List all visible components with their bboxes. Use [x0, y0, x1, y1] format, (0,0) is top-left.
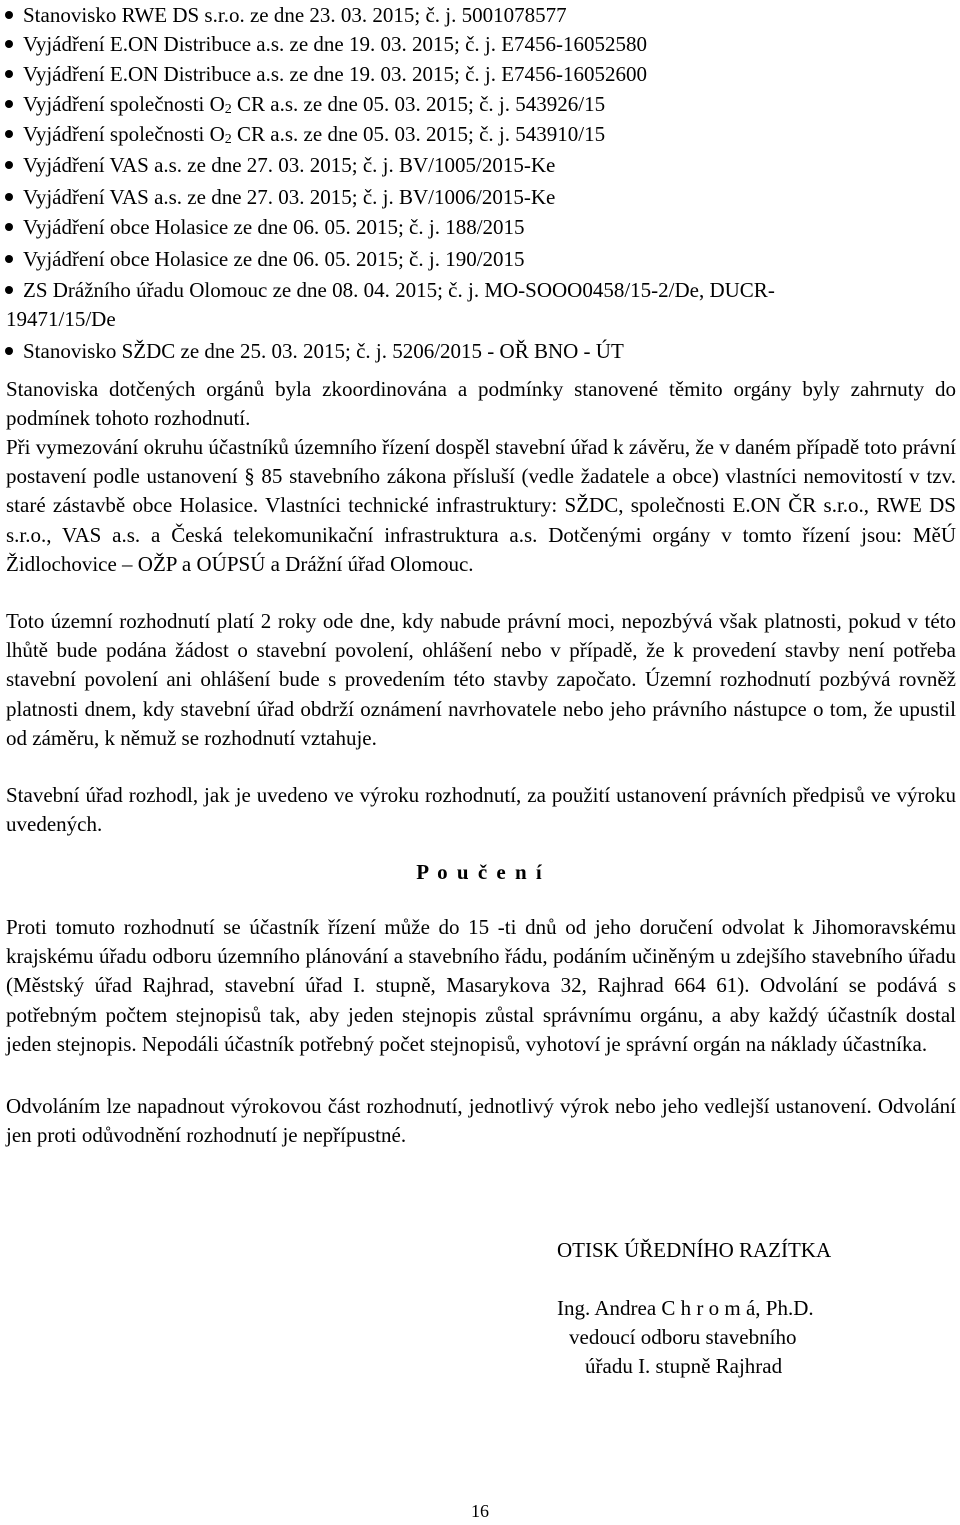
list-item [0, 59, 960, 89]
list-item-text: Stanovisko SŽDC ze dne 25. 03. 2015; č. j. 5206/2015 - OŘ BNO - ÚT [23, 339, 624, 363]
bullet-icon [5, 286, 13, 294]
list-item-text: Vyjádření VAS a.s. ze dne 27. 03. 2015; č. j. BV/1006/2015-Ke [23, 185, 556, 209]
bullet-icon [5, 40, 13, 48]
list-item-text: Vyjádření E.ON Distribuce a.s. ze dne 19. 03. 2015; č. j. E7456-16052600 [23, 62, 648, 86]
paragraph-legal-basis: Stavební úřad rozhodl, jak je uvedeno ve výroku rozhodnutí, za použití ustanovení právních předpisů ve výroku uvedených. [6, 783, 956, 837]
paragraph-appeal-scope: Odvoláním lze napadnout výrokovou část rozhodnutí, jednotlivý výrok nebo jeho vedlejší ustanovení. Odvolání jen proti odůvodnění rozhodnutí je nepřípustné. [6, 1094, 956, 1148]
bullet-icon [5, 130, 13, 138]
list-item-continuation: 19471/15/De [6, 307, 116, 331]
bullet-icon [5, 255, 13, 263]
list-item-text: Vyjádření společnosti $O_2$ CR a.s. ze dne 05. 03. 2015; č. j. 543926/15 [23, 92, 606, 117]
bullet-icon [5, 11, 13, 19]
bullet-icon [5, 100, 13, 108]
signatory-role-line1: vedoucí odboru stavebního [569, 1325, 797, 1349]
signatory-role-line2: úřadu I. stupně Rajhrad [585, 1354, 783, 1378]
list-item-text: Vyjádření VAS a.s. ze dne 27. 03. 2015; č. j. BV/1005/2015-Ke [23, 153, 556, 177]
list-item [0, 0, 960, 30]
list-item [0, 29, 960, 59]
page-number: 16 [471, 1501, 489, 1521]
list-item-text: Stanovisko RWE DS s.r.o. ze dne 23. 03. 2015; č. j. 5001078577 [23, 3, 567, 27]
list-item [0, 212, 960, 242]
signatory-name: Ing. Andrea C h r o m á, Ph.D. [557, 1296, 814, 1320]
list-item [0, 336, 960, 366]
bullet-icon [5, 193, 13, 201]
bullet-icon [5, 347, 13, 355]
list-item-text: Vyjádření obce Holasice ze dne 06. 05. 2015; č. j. 190/2015 [23, 247, 525, 271]
paragraph-participants: Při vymezování okruhu účastníků územního řízení dospěl stavební úřad k závěru, že v daném případě toto právní postavení podle ustanovení § 85 stavebního zákona přísluší (vedle žadatele a obce) vlastníci nemovitostí v tzv. staré zástavbě obce Holasice. Vlastníci technické infrastruktury: SŽDC, společnosti E.ON ČR s.r.o., RWE DS s.r.o., VAS a.s. a Česká telekomunikační infrastruktura a.s. Dotčenými orgány v tomto řízení jsou: MěÚ Židlochovice – OŽP a OÚPSÚ a Drážní úřad Olomouc. [6, 435, 956, 576]
list-item-text: Vyjádření E.ON Distribuce a.s. ze dne 19. 03. 2015; č. j. E7456-16052580 [23, 32, 648, 56]
list-item-text: Vyjádření společnosti $O_2$ CR a.s. ze dne 05. 03. 2015; č. j. 543910/15 [23, 122, 606, 147]
bullet-icon [5, 161, 13, 169]
list-item [0, 119, 960, 149]
paragraph-appeal: Proti tomuto rozhodnutí se účastník řízení může do 15 -ti dnů od jeho doručení odvolat k Jihomoravskému krajskému úřadu odboru územního plánování a stavebního řádu, podáním učiněným u zdejšího stavebního úřadu (Městský úřad Rajhrad, stavební úřad I. stupně, Masarykova 32, Rajhrad 664 61). Odvolání se podává s potřebným počtem stejnopisů tak, aby jeden stejnopis zůstal správnímu orgánu, a aby každý účastník dostal jeden stejnopis. Nepodáli účastník potřebný počet stejnopisů, vyhotoví je správní orgán na náklady účastníka. [6, 915, 956, 1056]
list-item [0, 89, 960, 119]
bullet-icon [5, 223, 13, 231]
paragraph-validity: Toto územní rozhodnutí platí 2 roky ode dne, kdy nabude právní moci, nepozbývá však platnosti, pokud v této lhůtě bude podána žádost o stavební povolení, ohlášení nebo v případě, že k provedení stavby není potřeba stavební povolení ani ohlášení bude s provedením této stavby započato. Územní rozhodnutí pozbývá rovněž platnosti dnem, kdy stavební úřad obdrží oznámení navrhovatele nebo jeho právního nástupce o tom, že upustil od záměru, k němuž se rozhodnutí vztahuje. [6, 609, 956, 750]
section-heading: P o u č e n í [416, 860, 544, 884]
list-item-text: ZS Drážního úřadu Olomouc ze dne 08. 04. 2015; č. j. MO-SOOO0458/15-2/De, DUCR- [23, 278, 775, 302]
stamp-placeholder: OTISK ÚŘEDNÍHO RAZÍTKA [557, 1238, 832, 1262]
list-item [0, 275, 960, 305]
list-item [0, 244, 960, 274]
bullet-icon [5, 70, 13, 78]
paragraph-coordination: Stanoviska dotčených orgánů byla zkoordinována a podmínky stanovené těmito orgány byly zahrnuty do podmínek tohoto rozhodnutí. [6, 377, 956, 431]
list-item-text: Vyjádření obce Holasice ze dne 06. 05. 2015; č. j. 188/2015 [23, 215, 525, 239]
list-item [0, 150, 960, 180]
list-item [0, 182, 960, 212]
